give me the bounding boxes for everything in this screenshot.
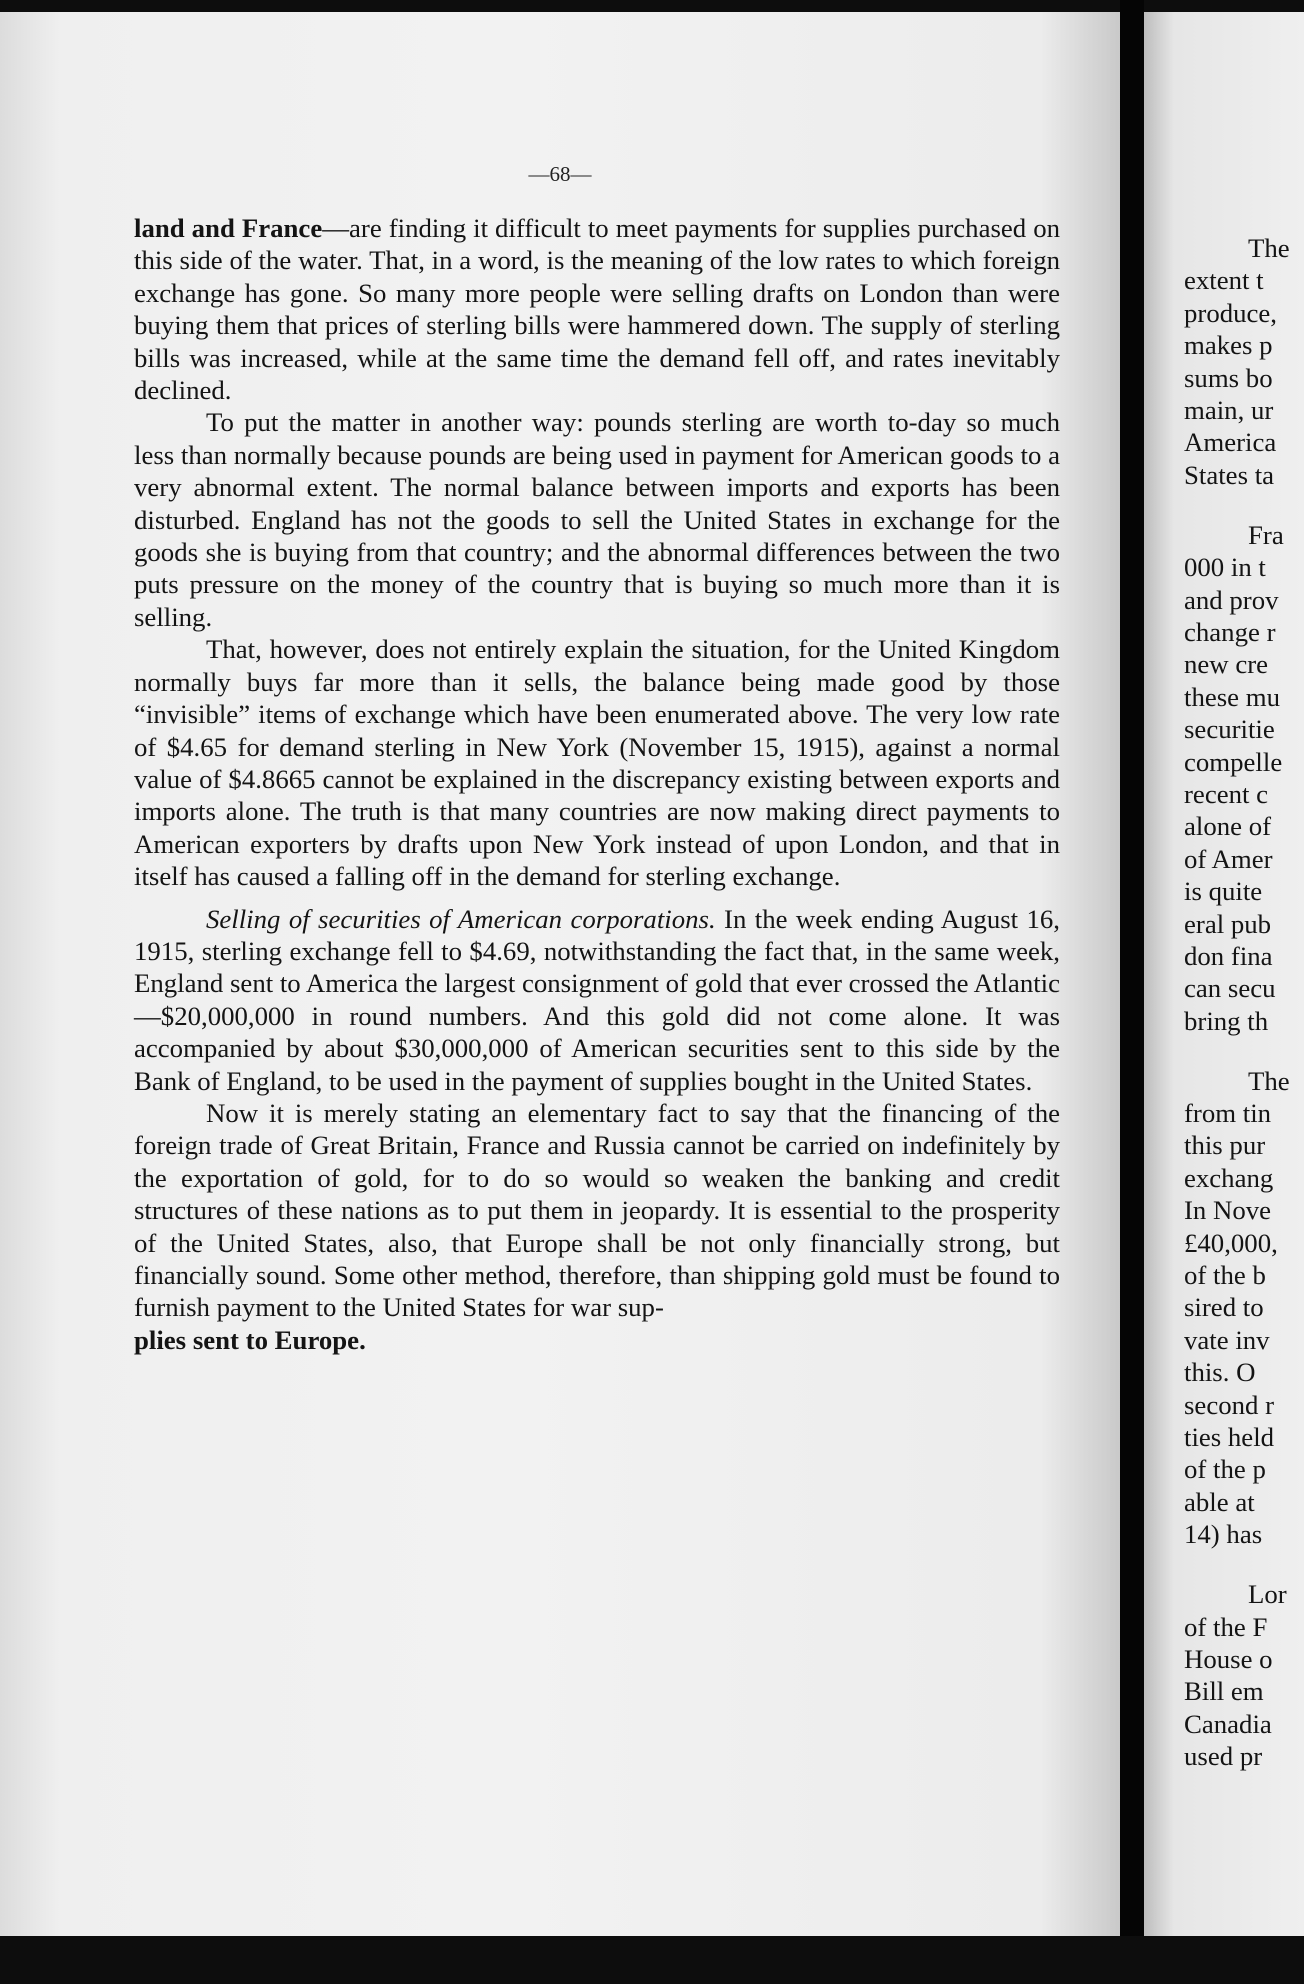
right-page-line: of the b — [1184, 1260, 1266, 1291]
section-heading: Selling of securities of American corporations. — [206, 903, 716, 934]
right-page-line: 14) has — [1184, 1519, 1263, 1550]
right-page-line: from tin — [1184, 1098, 1272, 1129]
right-page-line: used pr — [1184, 1741, 1263, 1772]
right-page-line: £40,000, — [1184, 1227, 1278, 1258]
right-page-line: these mu — [1184, 681, 1281, 712]
scan-bottom-border — [0, 1936, 1304, 1984]
right-page-line: of the p — [1184, 1454, 1266, 1485]
right-page-line: change r — [1184, 616, 1276, 647]
right-page-line: bring th — [1184, 1005, 1269, 1036]
right-page — [1144, 12, 1304, 1936]
right-page-line: can secu — [1184, 973, 1276, 1004]
right-page-line: second r — [1184, 1389, 1275, 1420]
right-page-line: and prov — [1184, 584, 1279, 615]
right-page-line: sums bo — [1184, 362, 1273, 393]
right-page-line: this pur — [1184, 1130, 1266, 1161]
paragraph-4-body: In the week ending August 16, 1915, sterling exchange fell to $4.69, notwithstanding the fact that, in the same week, England sent to America the largest consignment of gold that ever crossed the Atlantic—$20,000,000 in round numbers. And this gold did not come alone. It was accompanied by about $30,000,000 of American securities sent to this side by the Bank of England, to be used in the payment of supplies bought in the United States. — [134, 903, 1060, 1096]
right-page-line: recent c — [1184, 778, 1269, 809]
book-gutter — [1120, 0, 1144, 1984]
paragraph-2: To put the matter in another way: pounds sterling are worth to-day so much less than normally because pounds are being used in payment for American goods to a very abnormal extent. The normal balance between imports and exports has been disturbed. England has not the goods to sell the United States in exchange for the goods she is buying from that country; and the abnormal differences between the two puts pressure on the money of the country that is buying so much more than it is selling. — [134, 407, 1060, 632]
right-page-line: able at — [1184, 1486, 1255, 1517]
paragraph-5 — [134, 1097, 1060, 1356]
right-page-line: 000 in t — [1184, 552, 1266, 583]
paragraph-5-body: Now it is merely stating an elementary fact to say that the financing of the foreign trade of Great Britain, France and Russia cannot be carried on indefinitely by the exportation of gold, for to do so would so weaken the banking and credit structures of these nations as to put them in jeopardy. It is essential to the prosperity of the United States, also, that Europe shall be not only financially strong, but financially sound. Some other method, therefore, than shipping gold must be found to furnish payment to the United States for war sup- — [134, 1097, 1060, 1323]
page-number: —68— — [528, 162, 592, 186]
left-page — [0, 12, 1120, 1936]
right-page-line: House o — [1184, 1644, 1273, 1675]
right-page-line: is quite — [1184, 876, 1263, 907]
right-page-line: new cre — [1184, 649, 1269, 680]
right-page-line: of the F — [1184, 1611, 1268, 1642]
paragraph-1-body: —are finding it difficult to meet payments for supplies purchased on this side of the water. That, in a word, is the meaning of the low rates to which foreign exchange has gone. So many more people were selling drafts on London than were buying them that prices of sterling bills were hammered down. The supply of sterling bills was increased, while at the same time the demand fell off, and rates inevitably declined. — [134, 213, 1060, 406]
right-page-line: Bill em — [1184, 1676, 1264, 1707]
right-page-line: vate inv — [1184, 1324, 1270, 1355]
right-page-line: main, ur — [1184, 395, 1274, 425]
right-page-line: of Amer — [1184, 843, 1273, 874]
right-page-line: Fra — [1248, 519, 1284, 550]
paragraph-4 — [134, 903, 1060, 1097]
right-page-line: eral pub — [1184, 908, 1272, 939]
right-page-line: Canadia — [1184, 1708, 1272, 1739]
right-page-line: extent t — [1184, 265, 1264, 296]
body-text — [134, 212, 1060, 1356]
right-page-line: alone of — [1184, 811, 1272, 842]
right-page-line: The — [1248, 1065, 1290, 1096]
paragraph-1-lead: land and France — [134, 213, 323, 243]
right-page-line: compelle — [1184, 746, 1283, 777]
right-page-line: Lor — [1248, 1579, 1287, 1610]
right-page-line: this. O — [1184, 1357, 1256, 1388]
right-page-line: securitie — [1184, 714, 1275, 745]
paragraph-3: That, however, does not entirely explain the situation, for the United Kingdom normally buys far more than it sells, the balance being made good by those “invisible” items of exchange which have been enumerated above. The very low rate of $4.65 for demand sterling in New York (November 15, 1915), against a normal value of $4.8665 cannot be explained in the discrepancy existing between exports and imports alone. The truth is that many countries are now making direct payments to American exporters by drafts upon New York instead of upon London, and that in itself has caused a falling off in the demand for sterling exchange. — [134, 634, 1060, 892]
right-page-line: The — [1248, 233, 1290, 263]
right-page-line: In Nove — [1184, 1195, 1272, 1226]
paragraph-5-end: plies sent to Europe. — [134, 1324, 366, 1355]
right-page-line: sired to — [1184, 1292, 1264, 1323]
paragraph-1 — [134, 212, 1060, 406]
right-page-line: produce, — [1184, 297, 1278, 328]
right-page-line: makes p — [1184, 330, 1273, 361]
right-page-line: States ta — [1184, 459, 1275, 490]
right-page-line: ties held — [1184, 1422, 1275, 1453]
scan-top-border — [0, 0, 1304, 12]
right-page-line: don fina — [1184, 940, 1273, 971]
right-page-line: America — [1184, 427, 1277, 458]
right-page-line: exchang — [1184, 1162, 1274, 1193]
